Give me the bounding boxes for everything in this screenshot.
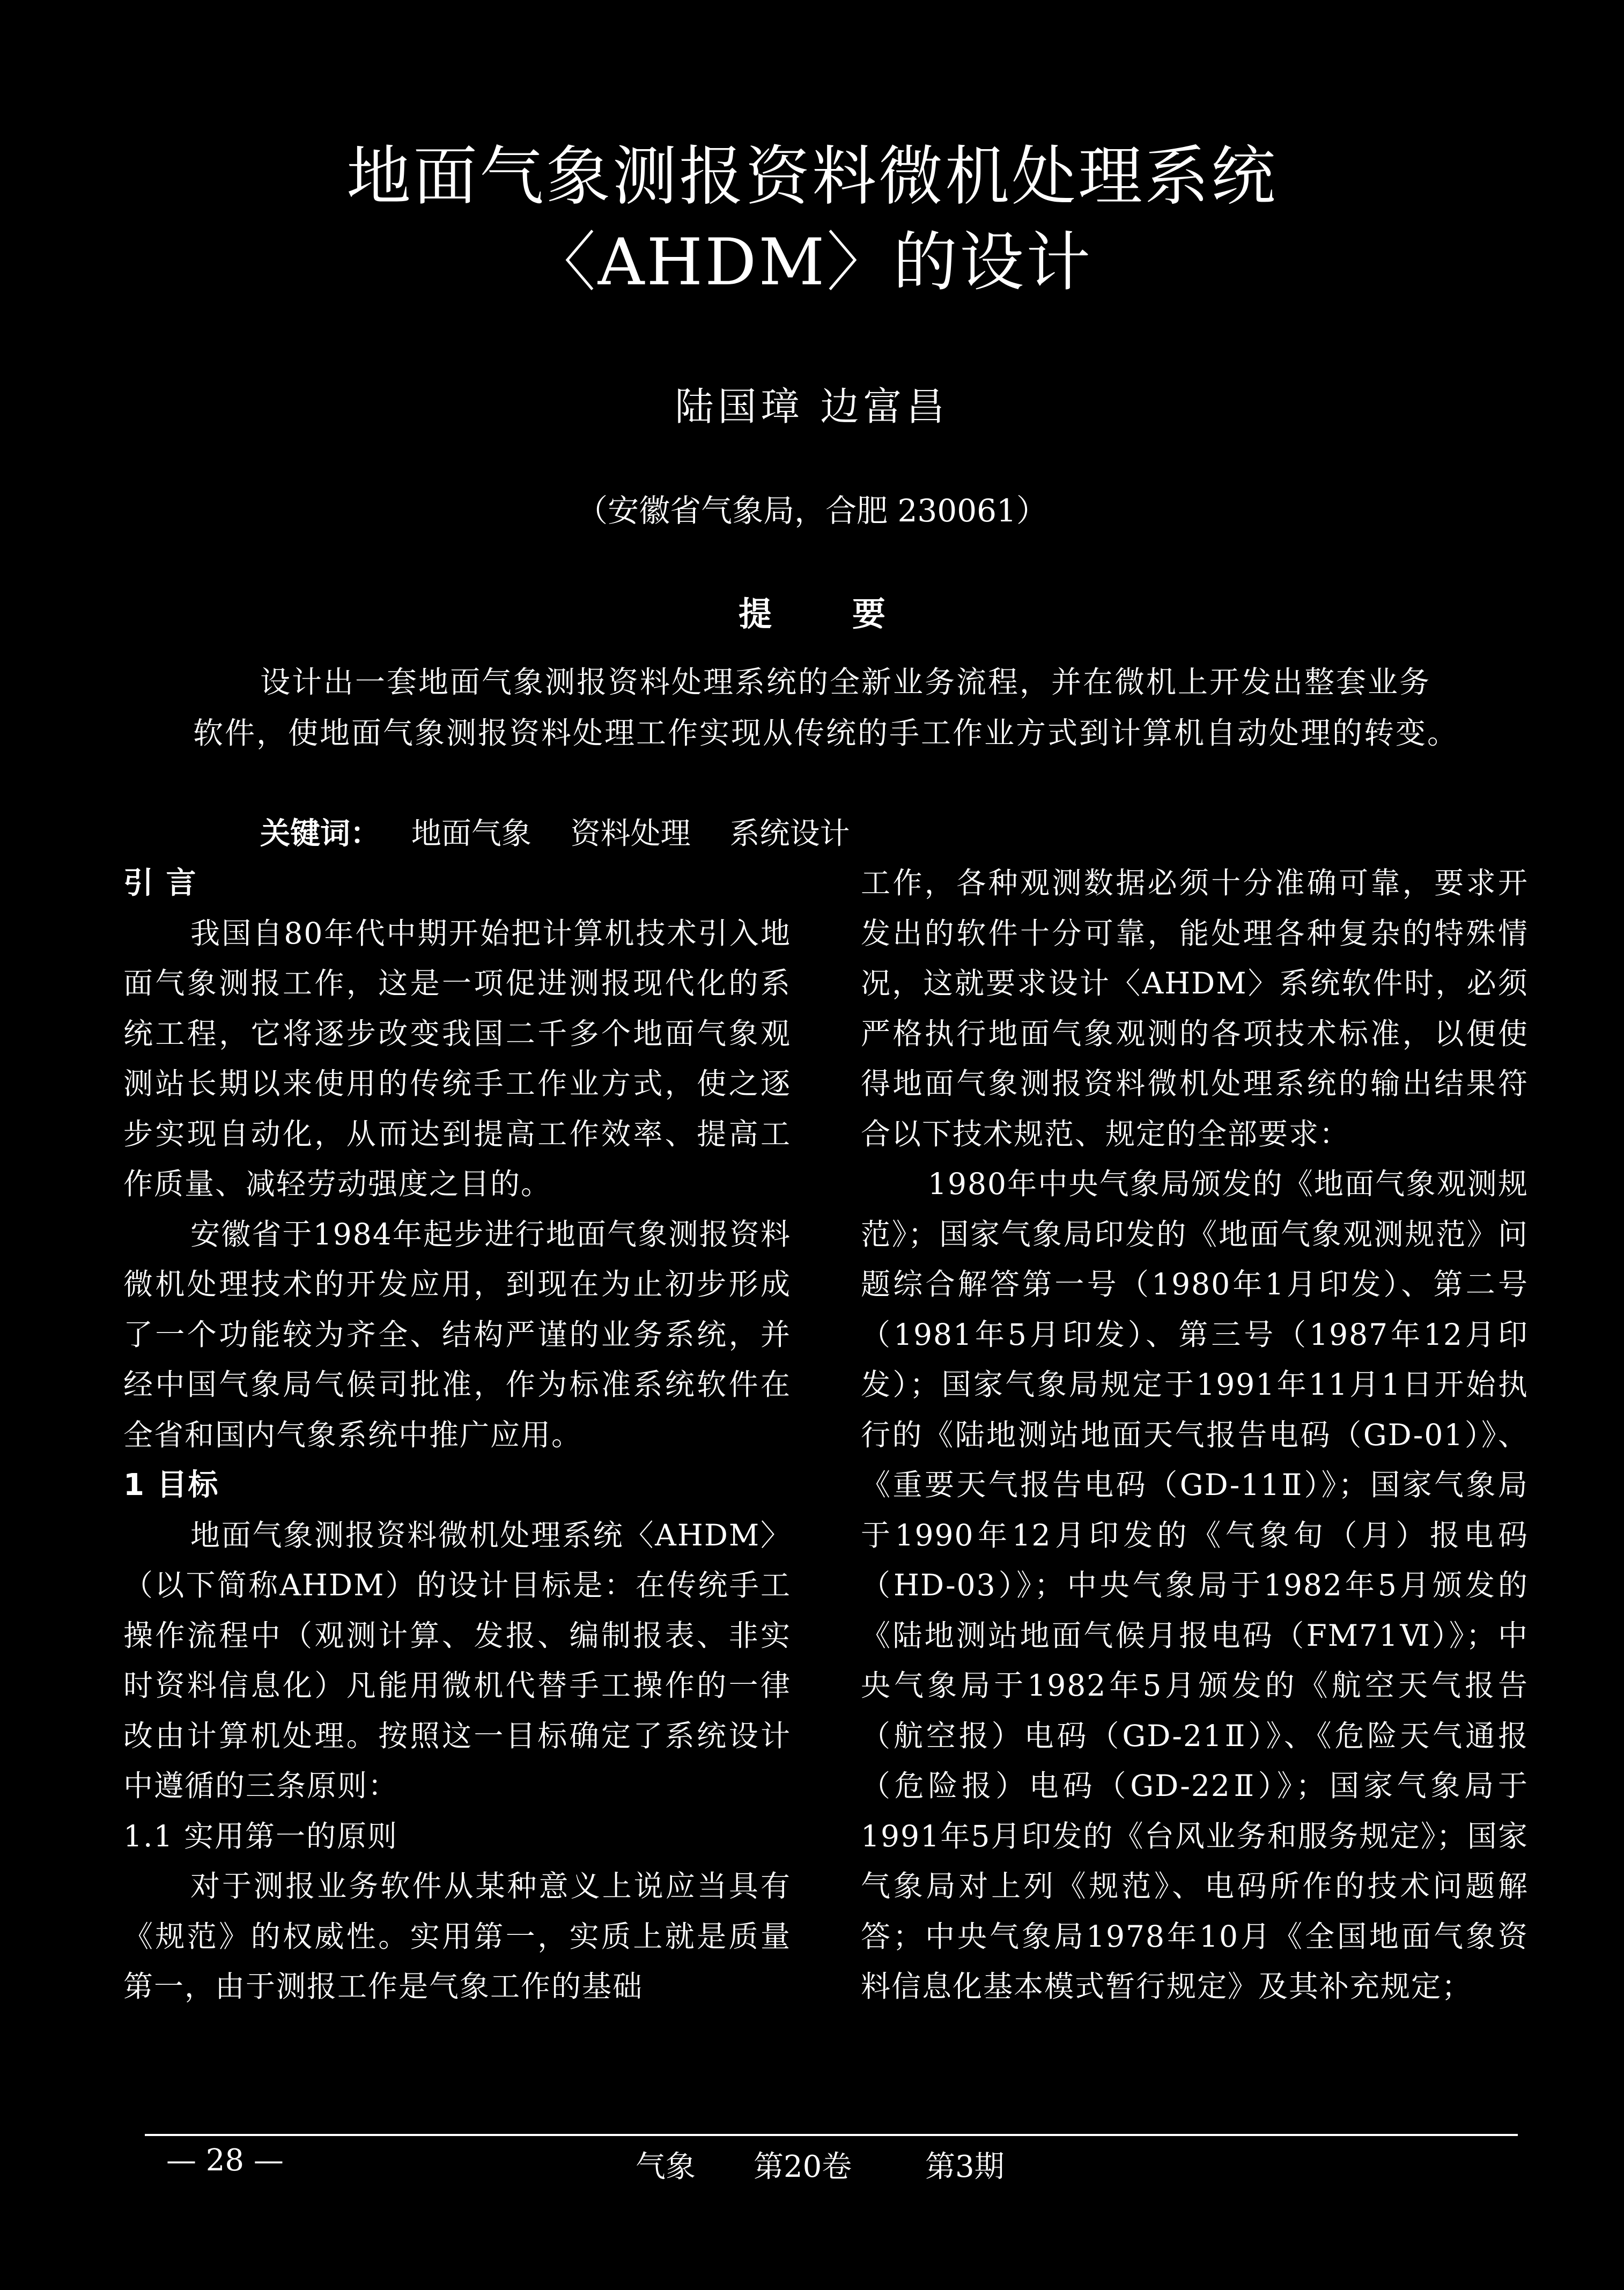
abstract-heading: 提要 [738,594,966,634]
title-line-1: 地面气象测报资料微机处理系统 [346,139,1278,214]
section-heading-1: 1 目标 [123,1468,219,1503]
footer-rule [145,2134,1518,2136]
section-heading-intro: 引 言 [123,866,197,901]
paragraph: 对于测报业务软件从某种意义上说应当具有《规范》的权威性。实用第一，实质上就是质量第一，由于测报工作是气象工作的基础 [123,1869,791,2004]
journal-name: 气象 [636,2149,696,2184]
title-line-2: 〈AHDM〉的设计 [531,225,1093,300]
keyword: 系统设计 [729,816,850,851]
paragraph: 工作，各种观测数据必须十分准确可靠，要求开发出的软件十分可靠，能处理各种复杂的特殊情况，这就要求设计〈AHDM〉系统软件时，必须严格执行地面气象观测的各项技术标准，以便使得地面气象测报资料微机处理系统的输出结果符合以下技术规范、规定的全部要求： [861,866,1529,1151]
abstract-text: 设计出一套地面气象测报资料处理系统的全新业务流程，并在微机上开发出整套业务软件，使地面气象测报资料处理工作实现从传统的手工作业方式到计算机自动处理的转变。 [193,665,1459,751]
keywords-line [260,810,879,853]
page-number: — 28 — [166,2143,284,2178]
keywords-label: 关键词： [260,816,380,851]
paragraph: 1980年中央气象局颁发的《地面气象观测规范》；国家气象局印发的《地面气象观测规范》问题综合解答第一号（1980年1月印发）、第二号（1981年5月印发）、第三号（1987年12月印发）；国家气象局规定于1991年11月1日开始执行的《陆地测站地面天气报告电码（GD-01）》、《重要天气报告电码（GD-11Ⅱ）》；国家气象局于1990年12月印发的《气象旬（月）报电码（HD-03）》；中央气象局于1982年5月颁发的《陆地测站地面气候月报电码（FM71Ⅵ）》；中央气象局于1982年5月颁发的《航空天气报告（航空报）电码（GD-21Ⅱ）》、《危险天气通报（危险报）电码（GD-22Ⅱ）》；国家气象局于1991年5月印发的《台风业务和服务规定》；国家气象局对上列《规范》、电码所作的技术问题解答；中央气象局1978年10月《全国地面气象资料信息化基本模式暂行规定》及其补充规定； [861,1167,1529,2004]
journal-volume: 第20卷 [754,2149,852,2184]
keyword: 地面气象 [411,816,532,851]
paragraph: 地面气象测报资料微机处理系统〈AHDM〉（以下简称AHDM）的设计目标是：在传统手工操作流程中（观测计算、发报、编制报表、非实时资料信息化）凡能用微机代替手工操作的一律改由计算机处理。按照这一目标确定了系统设计中遵循的三条原则： [123,1518,791,1803]
left-column [123,858,791,2012]
subsection-heading-1-1: 1.1 实用第一的原则 [123,1818,398,1853]
paragraph: 安徽省于1984年起步进行地面气象测报资料微机处理技术的开发应用，到现在为止初步形成了一个功能较为齐全、结构严谨的业务系统，并经中国气象局气候司批准，作为标准系统软件在全省和国内气象系统中推广应用。 [123,1217,791,1452]
authors: 陆国璋 边富昌 [675,384,949,429]
right-column [861,858,1529,2012]
journal-issue: 第3期 [925,2149,1005,2184]
affiliation: （安徽省气象局，合肥 230061） [577,492,1047,529]
keyword: 资料处理 [570,816,691,851]
paragraph: 我国自80年代中期开始把计算机技术引入地面气象测报工作，这是一项促进测报现代化的系统工程，它将逐步改变我国二千多个地面气象观测站长期以来使用的传统手工作业方式，使之逐步实现自动化，从而达到提高工作效率、提高工作质量、减轻劳动强度之目的。 [123,916,791,1201]
